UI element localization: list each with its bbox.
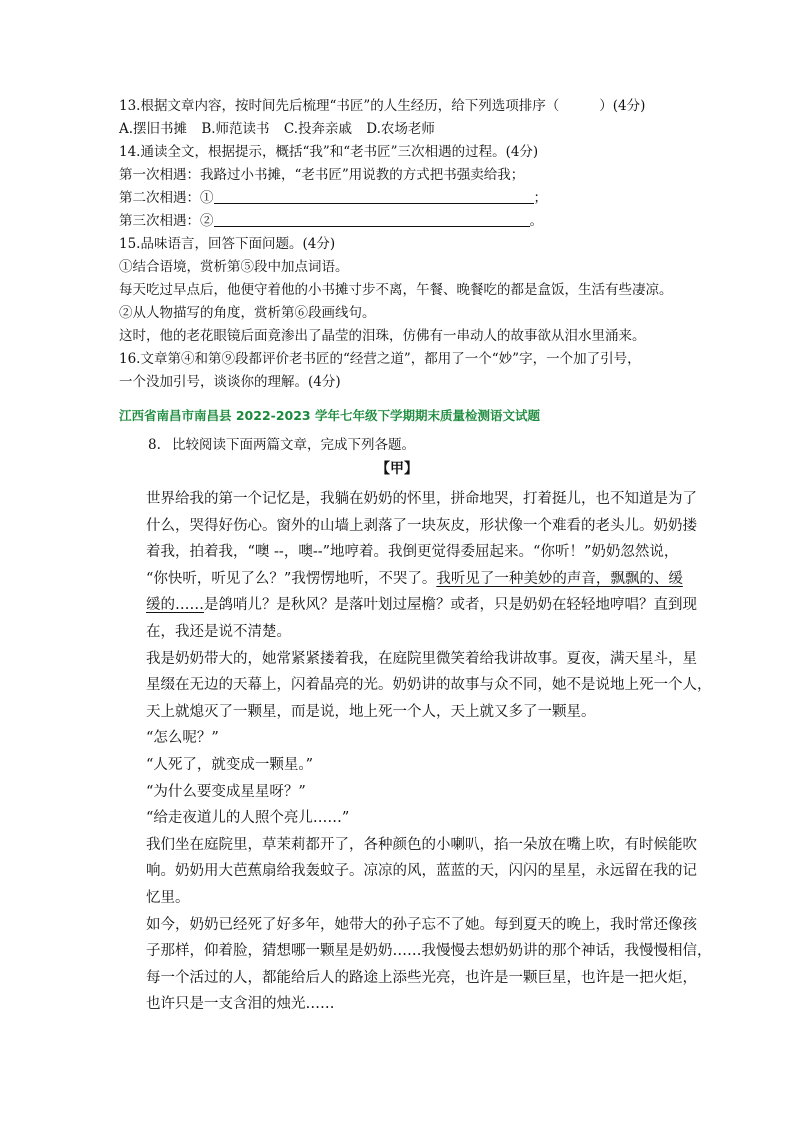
passage-line: 着我，拍着我，“噢 --，噢--”地哼着。我倒更觉得委屈起来。“你听！”奶奶忽然说， <box>146 544 679 561</box>
second-meeting-end: ； <box>533 190 547 206</box>
question-15-sub1: ①结合语境，赏析第⑤段中加点词语。 <box>119 259 349 275</box>
passage-line: 天上就熄灭了一颗星，而是说，地上死一个人，天上就又多了一颗星。 <box>146 703 596 720</box>
underlined-sentence: 缓的…… <box>146 597 204 614</box>
dialogue-line: “为什么要变成星星呀？” <box>146 783 306 800</box>
dialogue-line: “人死了，就变成一颗星。” <box>146 756 314 773</box>
passage-line: 世界给我的第一个记忆是，我躺在奶奶的怀里，拼命地哭，打着挺儿，也不知道是为了 <box>146 491 697 507</box>
question-14-third-meeting <box>119 210 679 233</box>
passage-line: 什么，哭得好伤心。窗外的山墙上剥落了一块灰皮，形状像一个难看的老头儿。奶奶搂 <box>146 517 697 534</box>
passage-jia <box>146 486 712 1018</box>
third-meeting-end: 。 <box>529 213 543 229</box>
passage-text: “你快听，听见了么？”我愣愣地听，不哭了。 <box>146 570 437 587</box>
question-13-text: 13.根据文章内容，按时间先后梳理“书匠”的人生经历，给下列选项排序（ <box>119 98 560 114</box>
question-16-line1: 16.文章第④和第⑨段都评价老书匠的“经营之道”，都用了一个“妙”字，一个加了引号， <box>119 351 641 367</box>
question-13 <box>119 95 679 118</box>
question-8 <box>148 433 415 453</box>
passage-line <box>146 592 697 619</box>
question-13-close: ）(4分) <box>599 98 646 114</box>
question-8-number: 8. <box>148 437 161 453</box>
question-14-second-meeting <box>119 187 679 210</box>
second-meeting-label: 第二次相遇：① <box>119 190 214 206</box>
passage-line: 我们坐在庭院里，草茉莉都开了，各种颜色的小喇叭，掐一朵放在嘴上吹，有时候能吹 <box>146 836 697 853</box>
questions-section <box>119 95 679 394</box>
question-13-options <box>119 118 679 141</box>
underlined-sentence: 我听见了一种美妙的声音，飘飘的、缓 <box>436 570 683 587</box>
passage-line: 我是奶奶带大的，她常紧紧搂着我，在庭院里微笑着给我讲故事。夏夜，满天星斗，星 <box>146 650 697 667</box>
passage-line: 星缀在无边的天幕上，闪着晶亮的光。奶奶讲的故事与众不同，她不是说地上死一个人， <box>146 677 712 694</box>
question-16-line2: 一个没加引号，谈谈你的理解。(4分) <box>119 374 341 390</box>
option-a: A.摆旧书摊 <box>119 121 188 137</box>
question-15-sub2: ②从人物描写的角度，赏析第⑥段画线句。 <box>119 305 376 321</box>
passage-line: 响。奶奶用大芭蕉扇给我轰蚊子。凉凉的风，蓝蓝的天，闪闪的星星，永远留在我的记 <box>146 863 697 880</box>
question-15-quote1: 每天吃过早点后，他便守着他的小书摊寸步不离，午餐、晚餐吃的都是盒饭，生活有些凄凉。 <box>119 282 673 298</box>
passage-text: 是鸽哨儿？是秋风？是落叶划过屋檐？或者，只是奶奶在轻轻地哼唱？直到现 <box>204 597 697 614</box>
passage-line: 忆里。 <box>146 889 190 906</box>
exam-source-title: 江西省南昌市南昌县 2022-2023 学年七年级下学期期末质量检测语文试题 <box>119 408 540 423</box>
question-14-first-meeting: 第一次相遇：我路过小书摊，“老书匠”用说教的方式把书强卖给我； <box>119 167 525 183</box>
question-15-quote2: 这时，他的老花眼镜后面竟渗出了晶莹的泪珠，仿佛有一串动人的故事欲从泪水里涌来。 <box>119 328 646 344</box>
option-d: D.农场老师 <box>366 121 435 137</box>
option-c: C.投奔亲戚 <box>283 121 352 137</box>
passage-line: 在，我还是说不清楚。 <box>146 623 291 640</box>
passage-jia-heading: 【甲】 <box>376 461 418 477</box>
passage-line: 每一个活过的人，都能给后人的路途上添些光亮，也许是一颗巨星，也许是一把火炬， <box>146 969 697 986</box>
option-b: B.师范读书 <box>201 121 270 137</box>
question-15: 15.品味语言，回答下面问题。(4分) <box>119 236 336 252</box>
passage-line: 子那样，仰着脸，猜想哪一颗星是奶奶……我慢慢去想奶奶讲的那个神话，我慢慢相信， <box>146 943 712 960</box>
answer-blank-2 <box>214 210 530 227</box>
passage-line <box>146 566 686 593</box>
dialogue-line: “怎么呢？” <box>146 730 219 747</box>
answer-blank-1 <box>214 187 534 204</box>
third-meeting-label: 第三次相遇：② <box>119 213 214 229</box>
passage-line: 如今，奶奶已经死了好多年，她带大的孙子忘不了她。每到夏天的晚上，我时常还像孩 <box>146 916 697 933</box>
question-14: 14.通读全文，根据提示，概括“我”和“老书匠”三次相遇的过程。(4分) <box>119 144 539 160</box>
dialogue-line: “给走夜道儿的人照个亮儿……” <box>146 810 350 827</box>
passage-line: 也许只是一支含泪的烛光…… <box>146 996 335 1013</box>
question-8-text: 比较阅读下面两篇文章，完成下列各题。 <box>172 437 415 453</box>
